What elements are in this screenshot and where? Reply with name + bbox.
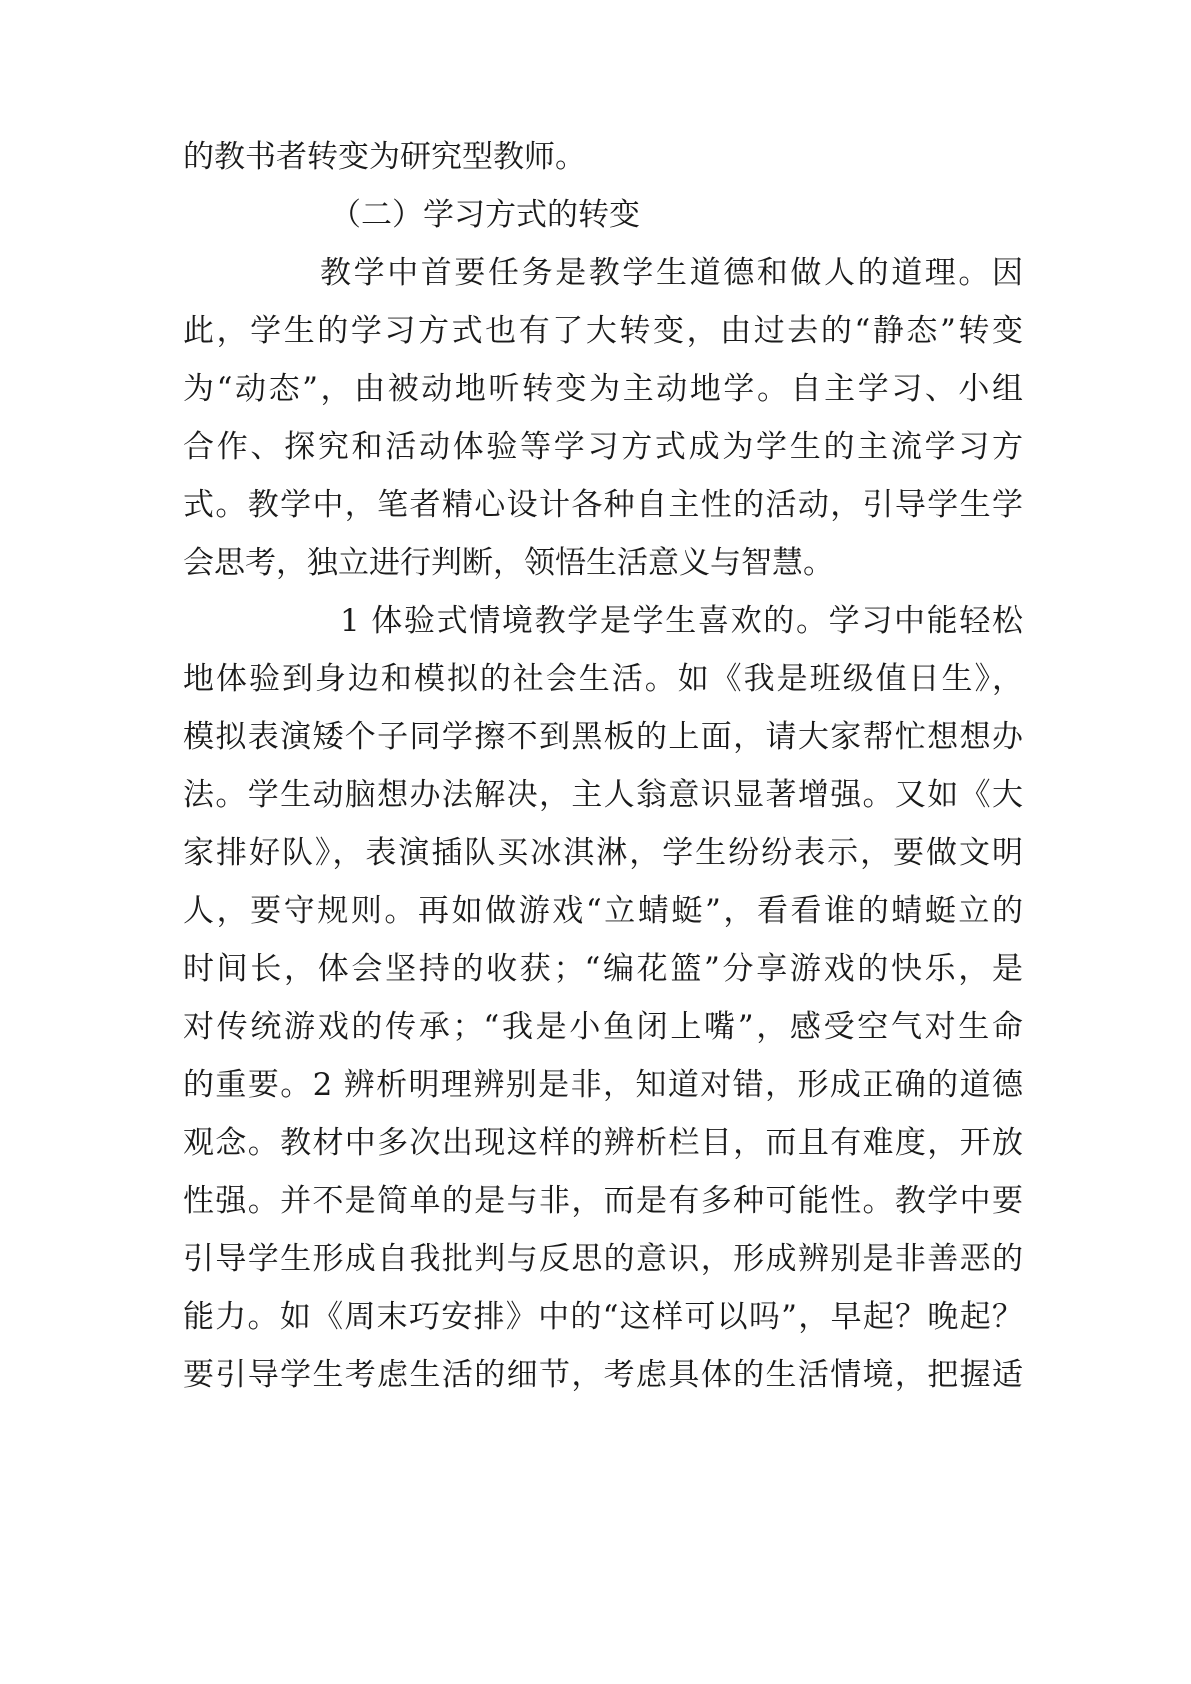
text-line: 教学中首要任务是教学生道德和做人的道理。因 <box>320 255 1023 291</box>
text-line: 引导学生形成自我批判与反思的意识，形成辨别是非善恶的 <box>183 1241 1023 1277</box>
text-line: 会思考，独立进行判断，领悟生活意义与智慧。 <box>183 545 834 581</box>
text-line: 观念。教材中多次出现这样的辨析栏目，而且有难度，开放 <box>183 1125 1023 1161</box>
text-line: 要引导学生考虑生活的细节，考虑具体的生活情境，把握适 <box>183 1357 1023 1393</box>
text-line: 能力。如《周末巧安排》中的“这样可以吗”，早起？晚起？ <box>183 1299 1023 1335</box>
text-line: 模拟表演矮个子同学擦不到黑板的上面，请大家帮忙想想办 <box>183 719 1023 755</box>
text-line: 人，要守规则。再如做游戏“立蜻蜓”，看看谁的蜻蜓立的 <box>183 893 1023 929</box>
text-line: 地体验到身边和模拟的社会生活。如《我是班级值日生》， <box>183 661 1023 697</box>
text-line: 为“动态”，由被动地听转变为主动地学。自主学习、小组 <box>183 371 1023 407</box>
section-heading: （二）学习方式的转变 <box>330 197 640 233</box>
text-line: 合作、探究和活动体验等学习方式成为学生的主流学习方 <box>183 429 1023 465</box>
text-line: 性强。并不是简单的是与非，而是有多种可能性。教学中要 <box>183 1183 1023 1219</box>
text-line: 此，学生的学习方式也有了大转变，由过去的“静态”转变 <box>183 313 1023 349</box>
text-line: 法。学生动脑想办法解决，主人翁意识显著增强。又如《大 <box>183 777 1023 813</box>
text-line: 对传统游戏的传承；“我是小鱼闭上嘴”，感受空气对生命 <box>183 1009 1023 1045</box>
text-line: 式。教学中，笔者精心设计各种自主性的活动，引导学生学 <box>183 487 1023 523</box>
text-line: 家排好队》，表演插队买冰淇淋，学生纷纷表示，要做文明 <box>183 835 1023 871</box>
text-line: 时间长，体会坚持的收获；“编花篮”分享游戏的快乐，是 <box>183 951 1023 987</box>
text-line: 的教书者转变为研究型教师。 <box>183 139 586 175</box>
text-line: 的重要。2 辨析明理辨别是非，知道对错，形成正确的道德 <box>183 1067 1023 1103</box>
text-line: 1 体验式情境教学是学生喜欢的。学习中能轻松 <box>340 603 1023 639</box>
